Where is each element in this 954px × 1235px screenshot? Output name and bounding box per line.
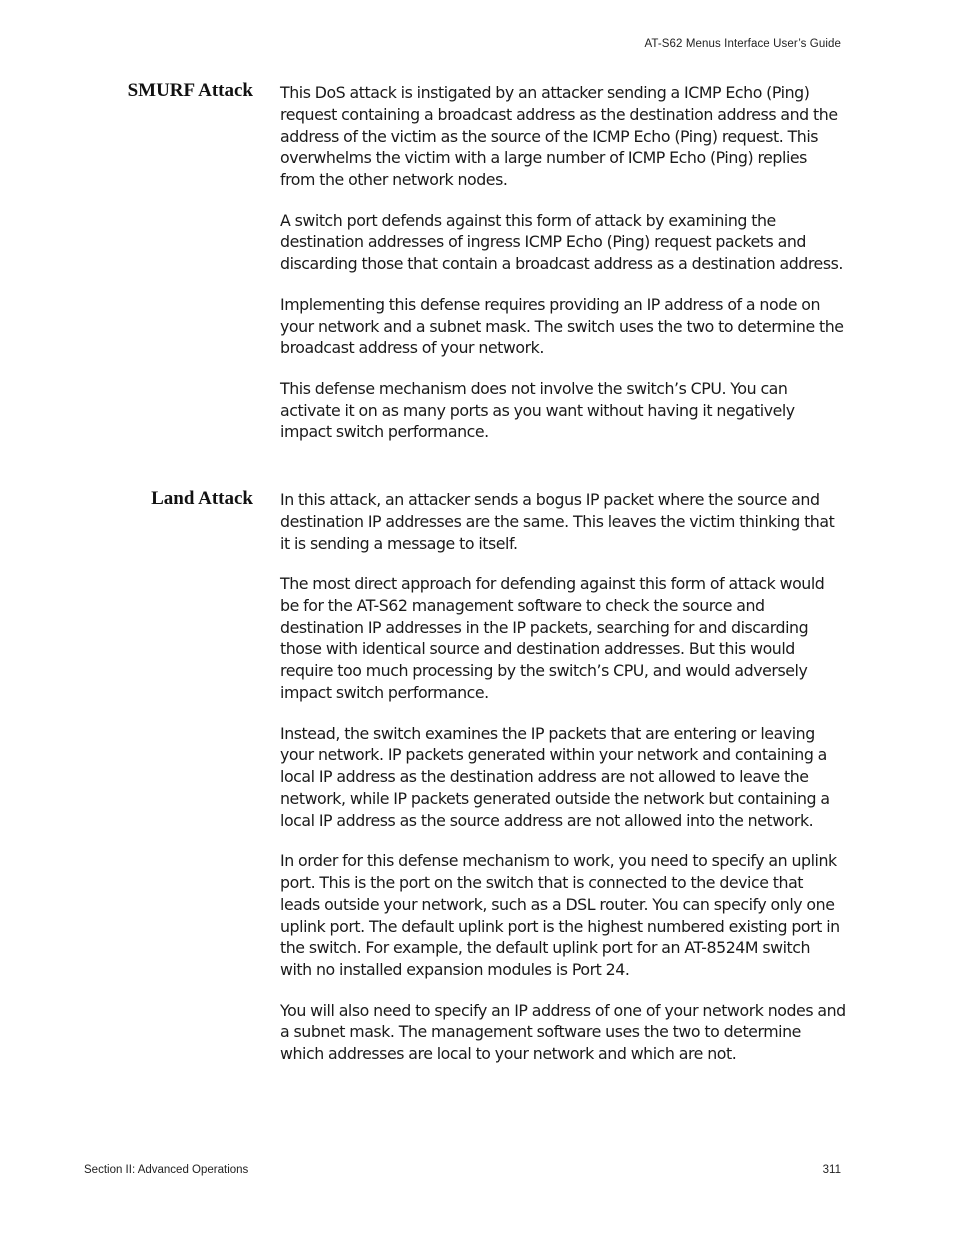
paragraph: Instead, the switch examines the IP packets that are entering or leaving your network. IP packets generated within your network and containing a local IP address as the destination address are not allowed to leave the network, while IP packets generated outside the network but containing a local IP address as the source address are not allowed into the network. bbox=[280, 723, 830, 830]
paragraph: In this attack, an attacker sends a bogus IP packet where the source and destination IP addresses are the same. This leaves the victim thinking that it is sending a message to itself. bbox=[280, 490, 835, 553]
paragraph: Implementing this defense requires providing an IP address of a node on your network and a subnet mask. The switch uses the two to determine the broadcast address of your network. bbox=[280, 294, 844, 358]
footer-section-label: Section II: Advanced Operations bbox=[84, 1164, 249, 1176]
section-body bbox=[280, 489, 846, 1084]
paragraph: This defense mechanism does not involve the switch’s CPU. You can activate it on as many ports as you want without having it negatively impact switch performance. bbox=[280, 378, 795, 442]
paragraph: In order for this defense mechanism to work, you need to specify an uplink port. This is the port on the switch that is connected to the device that leads outside your network, such as a DSL router. You can specify only one uplink port. The default uplink port is the highest numbered existing port in the switch. For example, the default uplink port for an AT-8524M switch with no installed expansion modules is Port 24. bbox=[280, 851, 840, 980]
paragraph: The most direct approach for defending against this form of attack would be for the AT-S62 management software to check the source and destination IP addresses in the IP packets, searching for and discarding those with identical source and destination addresses. But this would require too much processing by the switch’s CPU, and would adversely impact switch performance. bbox=[280, 574, 825, 703]
paragraph: This DoS attack is instigated by an attacker sending a ICMP Echo (Ping) request containing a broadcast address as the destination address and the address of the victim as the source of the ICMP Echo (Ping) request. This overwhelms the victim with a large number of ICMP Echo (Ping) replies from the other network nodes. bbox=[280, 83, 838, 190]
page-number: 311 bbox=[822, 1164, 841, 1176]
running-header: AT-S62 Menus Interface User’s Guide bbox=[644, 38, 841, 50]
section-heading: Land Attack bbox=[151, 488, 253, 509]
section-body bbox=[280, 82, 846, 462]
paragraph: You will also need to specify an IP address of one of your network nodes and a subnet mask. The management software uses the two to determine which addresses are local to your network and which are not. bbox=[280, 1000, 846, 1064]
paragraph: A switch port defends against this form of attack by examining the destination addresses of ingress ICMP Echo (Ping) request packets and discarding those that contain a broadcast address as a destination address. bbox=[280, 210, 843, 274]
section-heading: SMURF Attack bbox=[127, 80, 253, 101]
